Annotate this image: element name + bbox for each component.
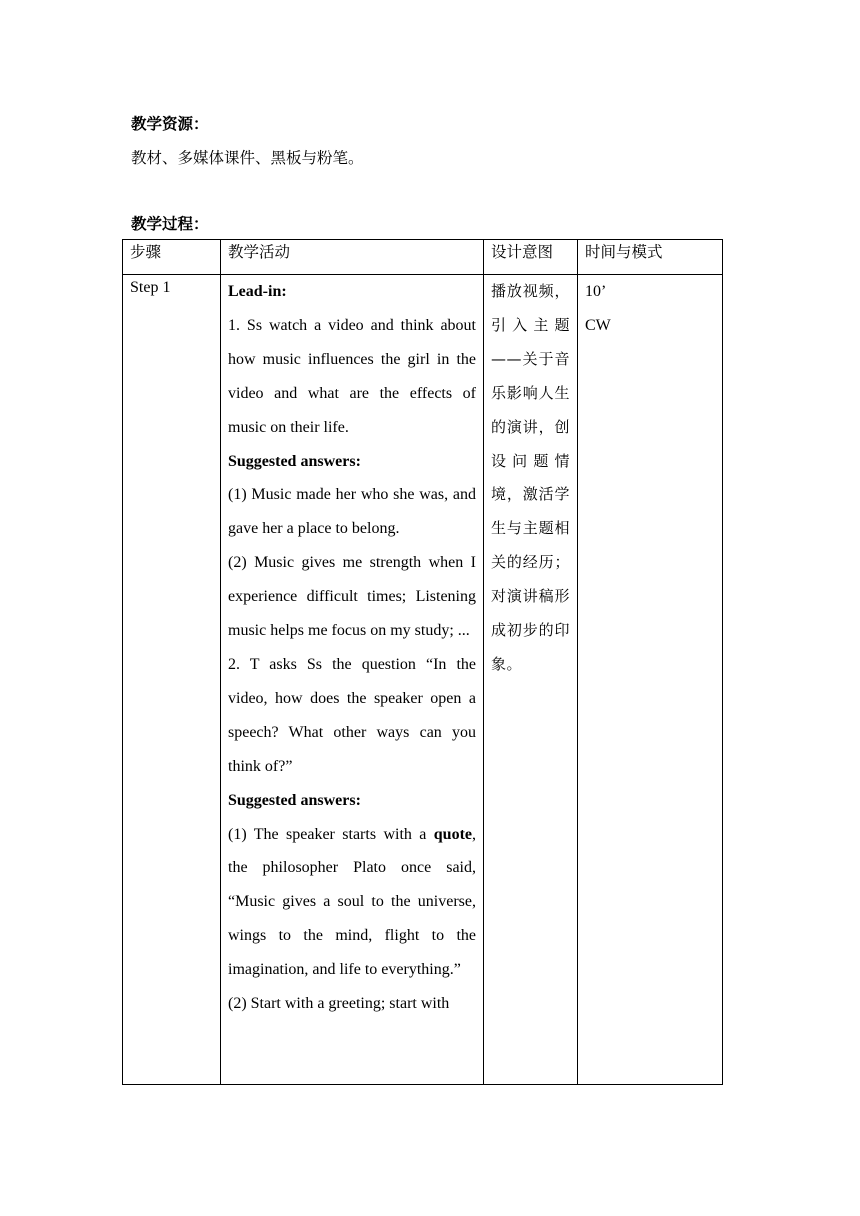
table-header-row	[123, 240, 723, 275]
purpose-text: 播放视频，引入主题——关于音乐影响人生的演讲，创设问题情境，激活学生与主题相关的经历；对演讲稿形成初步的印象。	[491, 282, 570, 673]
step-label: Step 1	[130, 279, 171, 296]
answer-1-2: (2) Music gives me strength when I experience difficult times; Listening music helps me focus on my study; ...	[228, 554, 476, 640]
process-heading: 教学过程：	[131, 215, 209, 233]
step-cell	[123, 275, 221, 1085]
mode-value: CW	[585, 316, 611, 334]
purpose-cell	[484, 275, 578, 1085]
activity-content	[228, 275, 476, 1021]
table-row	[123, 275, 723, 1085]
suggested-answers-label-1: Suggested answers:	[228, 452, 361, 470]
column-header-purpose: 设计意图	[484, 240, 578, 275]
activity-title: Lead-in:	[228, 283, 287, 300]
time-value: 10’	[585, 283, 607, 300]
resources-content: 教材、多媒体课件、黑板与粉笔。	[131, 149, 364, 167]
answer-2-1: (1) The speaker starts with a quote, the philosopher Plato once said, “Music gives a soul to the universe, wings to the mind, flight to the imagination, and life to everything.”	[228, 825, 476, 979]
process-table	[122, 239, 723, 1085]
answer-1-1: (1) Music made her who she was, and gave her a place to belong.	[228, 486, 476, 538]
answer-2-2: (2) Start with a greeting; start with	[228, 995, 450, 1013]
column-header-time-mode: 时间与模式	[578, 240, 723, 275]
time-mode-cell	[578, 275, 723, 1085]
activity-task-2: 2. T asks Ss the question “In the video, how does the speaker open a speech? What other ways can you think of?”	[228, 655, 476, 775]
quote-keyword: quote	[433, 825, 472, 843]
resources-heading: 教学资源：	[131, 115, 209, 133]
activity-task-1: 1. Ss watch a video and think about how music influences the girl in the video and what are the effects of music on their life.	[228, 316, 476, 436]
activity-cell	[221, 275, 484, 1085]
column-header-activity: 教学活动	[221, 240, 484, 275]
column-header-step: 步骤	[123, 240, 221, 275]
suggested-answers-label-2: Suggested answers:	[228, 791, 361, 809]
